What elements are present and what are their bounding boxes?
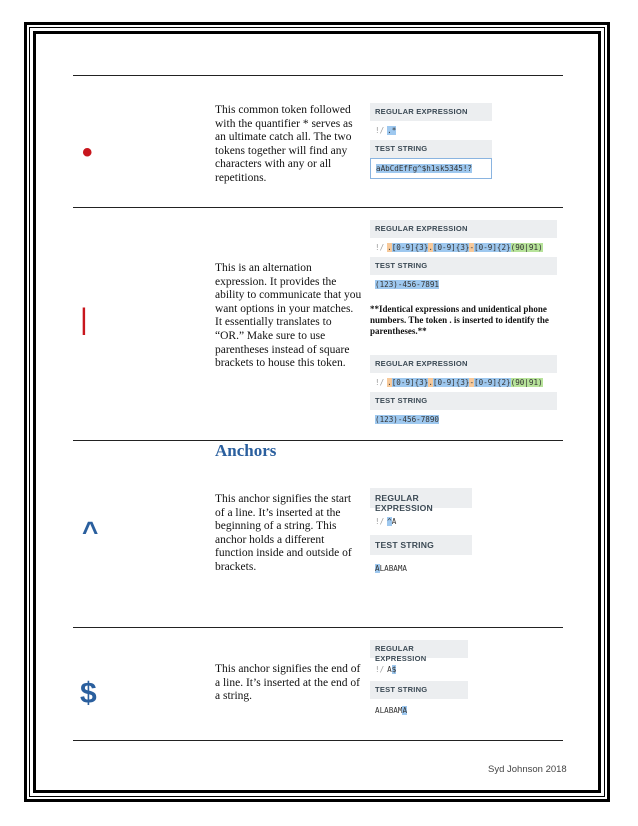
regex-anchor: ^	[387, 517, 392, 526]
regex-part: -	[469, 378, 475, 387]
regex-delimiter: !/	[375, 665, 385, 674]
regex-delimiter: !/	[375, 126, 385, 135]
regex-part: [0-9]{2}	[474, 378, 511, 387]
regex-delimiter: !/	[375, 517, 385, 526]
regex-input[interactable]	[370, 373, 557, 392]
divider	[73, 740, 563, 741]
regex-part: (90|91)	[510, 243, 543, 252]
test-string-match: A	[375, 564, 380, 573]
test-string-match: (123)-456-7891	[375, 280, 440, 289]
pipe-token-symbol: |	[80, 303, 88, 336]
regex-part: [0-9]{3}	[391, 378, 429, 387]
alternation-regex-panel-1	[370, 220, 557, 294]
regex-part: [0-9]{2}	[474, 243, 511, 252]
dollar-regex-panel	[370, 640, 468, 722]
regex-input[interactable]	[370, 121, 492, 140]
regex-part: [0-9]{3}	[432, 378, 470, 387]
regex-input[interactable]	[370, 238, 557, 257]
test-string-match: aAbCdEfFg^$h1sk5345!?	[376, 164, 473, 173]
dot-token-symbol: •	[82, 136, 93, 169]
regex-part: .	[428, 243, 433, 252]
test-string-label: TEST STRING	[370, 392, 557, 410]
test-string-label: TEST STRING	[370, 140, 492, 158]
alternation-note: **Identical expressions and unidentical phone numbers. The token . is inserted to identify the parentheses.**	[370, 304, 549, 336]
regex-label: REGULAR EXPRESSION	[370, 640, 468, 658]
caret-regex-panel	[370, 488, 472, 582]
test-string-input[interactable]	[370, 158, 492, 179]
divider	[73, 440, 563, 441]
regex-literal: A	[391, 517, 397, 526]
test-string-label: TEST STRING	[370, 681, 468, 699]
regex-label: REGULAR EXPRESSION	[370, 488, 472, 508]
caret-anchor-symbol: ^	[82, 516, 99, 547]
caret-anchor-description: This anchor signifies the start of a line. It’s inserted at the beginning of a string. This anchor holds a different function inside and outside of brackets.	[215, 493, 352, 573]
test-string-input[interactable]	[370, 275, 460, 294]
alternation-description: This is an alternation expression. It provides the ability to communicate that you want options in your matches. It essentially translates to “OR.” Make sure to use parentheses instead of square brackets to house this token.	[215, 262, 362, 370]
regex-part: .	[428, 378, 433, 387]
regex-label: REGULAR EXPRESSION	[370, 220, 557, 238]
dot-regex-panel	[370, 103, 492, 179]
divider	[73, 627, 563, 628]
test-string-input[interactable]	[370, 699, 468, 722]
regex-label: REGULAR EXPRESSION	[370, 355, 557, 373]
test-string-label: TEST STRING	[370, 535, 472, 555]
regex-pattern: .*	[387, 126, 397, 135]
regex-part: [0-9]{3}	[391, 243, 429, 252]
test-string-match: (123)-456-7890	[375, 415, 440, 424]
regex-label: REGULAR EXPRESSION	[370, 103, 492, 121]
dollar-anchor-description: This anchor signifies the end of a line. It’s inserted at the end of a string.	[215, 663, 361, 703]
regex-part: (90|91)	[510, 378, 543, 387]
regex-part: .	[387, 378, 392, 387]
regex-literal: A	[387, 665, 392, 674]
page-footer: Syd Johnson 2018	[488, 764, 567, 775]
test-string-match: A	[402, 706, 408, 715]
regex-part: -	[469, 243, 475, 252]
dollar-anchor-symbol: $	[80, 677, 97, 710]
regex-anchor: $	[391, 665, 397, 674]
dot-token-description: This common token followed with the quantifier * serves as an ultimate catch all. The two tokens together will find any characters with any or all repetitions.	[215, 104, 353, 184]
anchors-heading: Anchors	[215, 441, 277, 460]
regex-part: [0-9]{3}	[432, 243, 470, 252]
test-string-label: TEST STRING	[370, 257, 557, 275]
test-string-input[interactable]	[370, 555, 472, 582]
test-string-input[interactable]	[370, 410, 557, 429]
regex-delimiter: !/	[375, 243, 385, 252]
alternation-regex-panel-2	[370, 355, 557, 429]
regex-part: .	[387, 243, 392, 252]
test-string-rest: LABAMA	[379, 564, 408, 573]
divider	[73, 207, 563, 208]
regex-delimiter: !/	[375, 378, 385, 387]
divider	[73, 75, 563, 76]
test-string-rest: ALABAM	[375, 706, 403, 715]
